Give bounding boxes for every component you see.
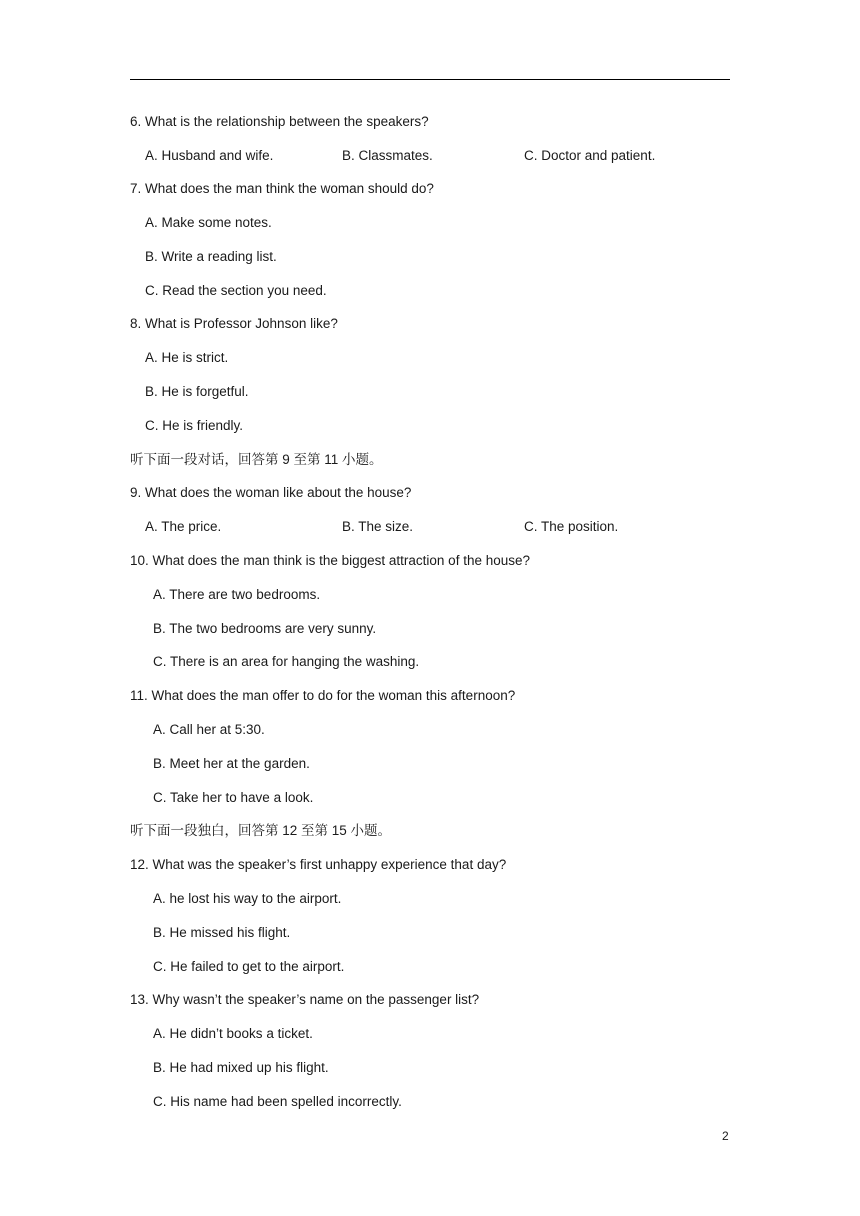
q8-option-b: B. He is forgetful. (145, 384, 249, 399)
q9-option-a: A. The price. (145, 519, 222, 534)
q11-option-a: A. Call her at 5:30. (153, 722, 265, 737)
page-number: 2 (722, 1129, 729, 1143)
question-13: 13. Why wasn’t the speaker’s name on the passenger list? (130, 992, 480, 1007)
q6-option-b: B. Classmates. (342, 148, 433, 163)
q8-option-a: A. He is strict. (145, 350, 229, 365)
q9-option-c: C. The position. (524, 519, 619, 534)
q11-option-c: C. Take her to have a look. (153, 790, 314, 805)
q12-option-c: C. He failed to get to the airport. (153, 959, 345, 974)
header-rule (130, 79, 730, 80)
section-instruction-12-15: 听下面一段独白，回答第 12 至第 15 小题。 (130, 823, 392, 838)
q13-option-c: C. His name had been spelled incorrectly. (153, 1094, 402, 1109)
q11-option-b: B. Meet her at the garden. (153, 756, 310, 771)
q13-option-b: B. He had mixed up his flight. (153, 1060, 329, 1075)
q8-option-c: C. He is friendly. (145, 418, 244, 433)
question-9: 9. What does the woman like about the house? (130, 485, 412, 500)
q6-option-a: A. Husband and wife. (145, 148, 274, 163)
question-12: 12. What was the speaker’s first unhappy experience that day? (130, 857, 507, 872)
q13-option-a: A. He didn’t books a ticket. (153, 1026, 313, 1041)
section-instruction-9-11: 听下面一段对话，回答第 9 至第 11 小题。 (130, 452, 383, 467)
q12-option-b: B. He missed his flight. (153, 925, 291, 940)
question-11: 11. What does the man offer to do for the woman this afternoon? (130, 688, 516, 703)
q10-option-b: B. The two bedrooms are very sunny. (153, 621, 377, 636)
q7-option-b: B. Write a reading list. (145, 249, 277, 264)
question-8: 8. What is Professor Johnson like? (130, 316, 338, 331)
q7-option-c: C. Read the section you need. (145, 283, 327, 298)
question-6: 6. What is the relationship between the speakers? (130, 114, 429, 129)
q12-option-a: A. he lost his way to the airport. (153, 891, 342, 906)
q10-option-c: C. There is an area for hanging the washing. (153, 654, 420, 669)
question-7: 7. What does the man think the woman should do? (130, 181, 434, 196)
question-10: 10. What does the man think is the biggest attraction of the house? (130, 553, 530, 568)
q10-option-a: A. There are two bedrooms. (153, 587, 321, 602)
q9-option-b: B. The size. (342, 519, 414, 534)
q6-option-c: C. Doctor and patient. (524, 148, 656, 163)
q7-option-a: A. Make some notes. (145, 215, 272, 230)
